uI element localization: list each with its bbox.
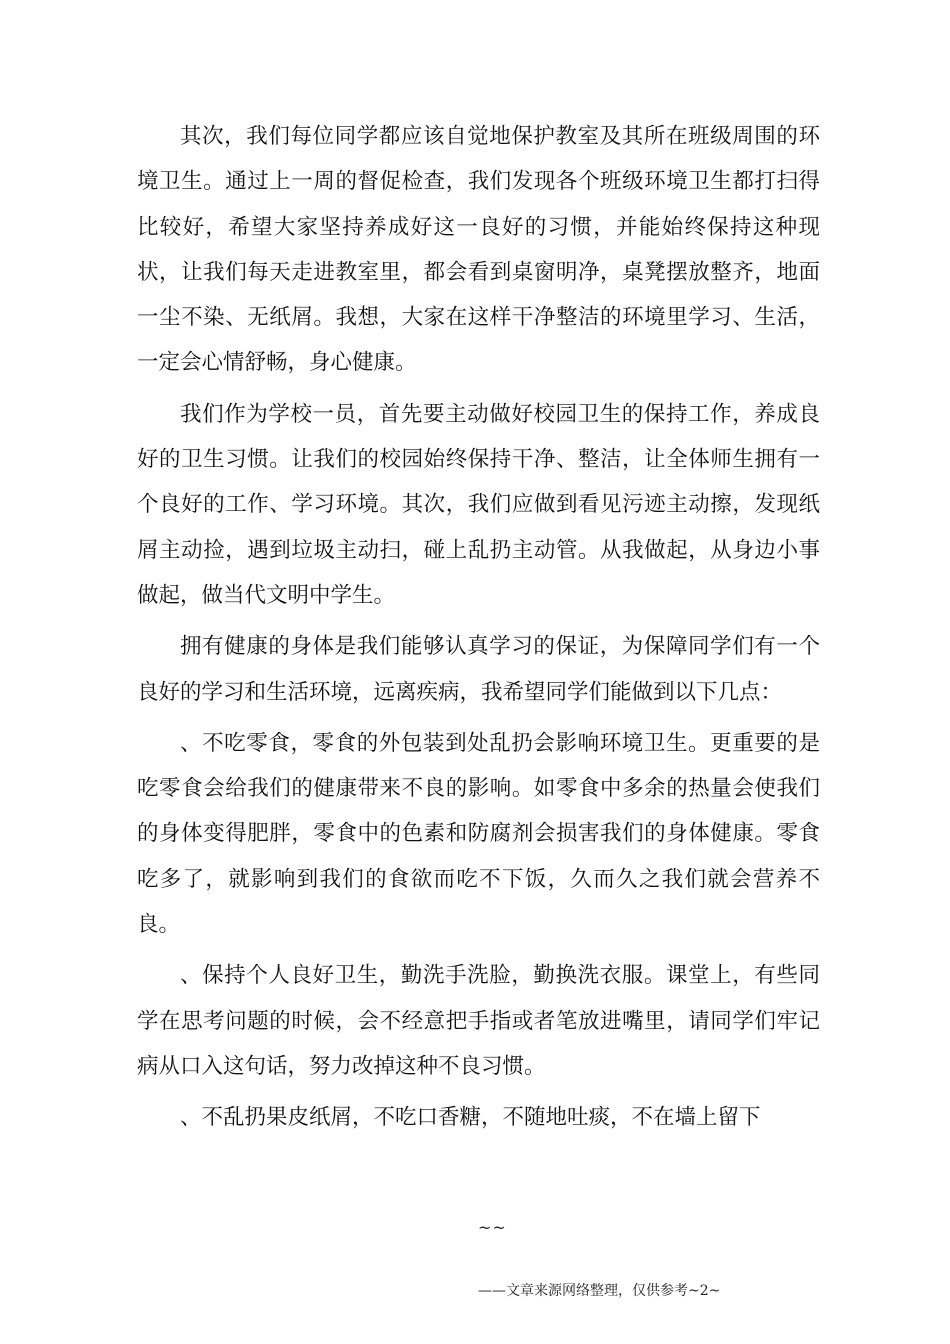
document-body [137,114,820,1141]
paragraph: 、不吃零食，零食的外包装到处乱扔会影响环境卫生。更重要的是吃零食会给我们的健康带来不良的影响。如零食中多余的热量会使我们的身体变得肥胖，零食中的色素和防腐剂会损害我们的身体健康。零食吃多了，就影响到我们的食欲而吃不下饭，久而久之我们就会营养不良。 [137,730,820,938]
paragraph: 我们作为学校一员，首先要主动做好校园卫生的保持工作，养成良好的卫生习惯。让我们的校园始终保持干净、整洁，让全体师生拥有一个良好的工作、学习环境。其次，我们应做到看见污迹主动擦，发现纸屑主动捡，遇到垃圾主动扫，碰上乱扔主动管。从我做起，从身边小事做起，做当代文明中学生。 [137,401,820,608]
footer-note: ——文章来源网络整理，仅供参考~2~ [478,1283,721,1299]
paragraph: 拥有健康的身体是我们能够认真学习的保证，为保障同学们有一个良好的学习和生活环境，远离疾病，我希望同学们能做到以下几点： [137,634,820,705]
paragraph: 、不乱扔果皮纸屑，不吃口香糖，不随地吐痰，不在墙上留下 [180,1105,761,1131]
footer-mark: ~~ [478,1218,507,1237]
paragraph: 其次，我们每位同学都应该自觉地保护教室及其所在班级周围的环境卫生。通过上一周的督促检查，我们发现各个班级环境卫生都打扫得比较好，希望大家坚持养成好这一良好的习惯，并能始终保持这种现状，让我们每天走进教室里，都会看到桌窗明净，桌凳摆放整齐，地面一尘不染、无纸屑。我想，大家在这样干净整洁的环境里学习、生活，一定会心情舒畅，身心健康。 [137,124,820,376]
paragraph: 、保持个人良好卫生，勤洗手洗脸，勤换洗衣服。课堂上，有些同学在思考问题的时候，会不经意把手指或者笔放进嘴里，请同学们牢记病从口入这句话，努力改掉这种不良习惯。 [137,963,820,1079]
